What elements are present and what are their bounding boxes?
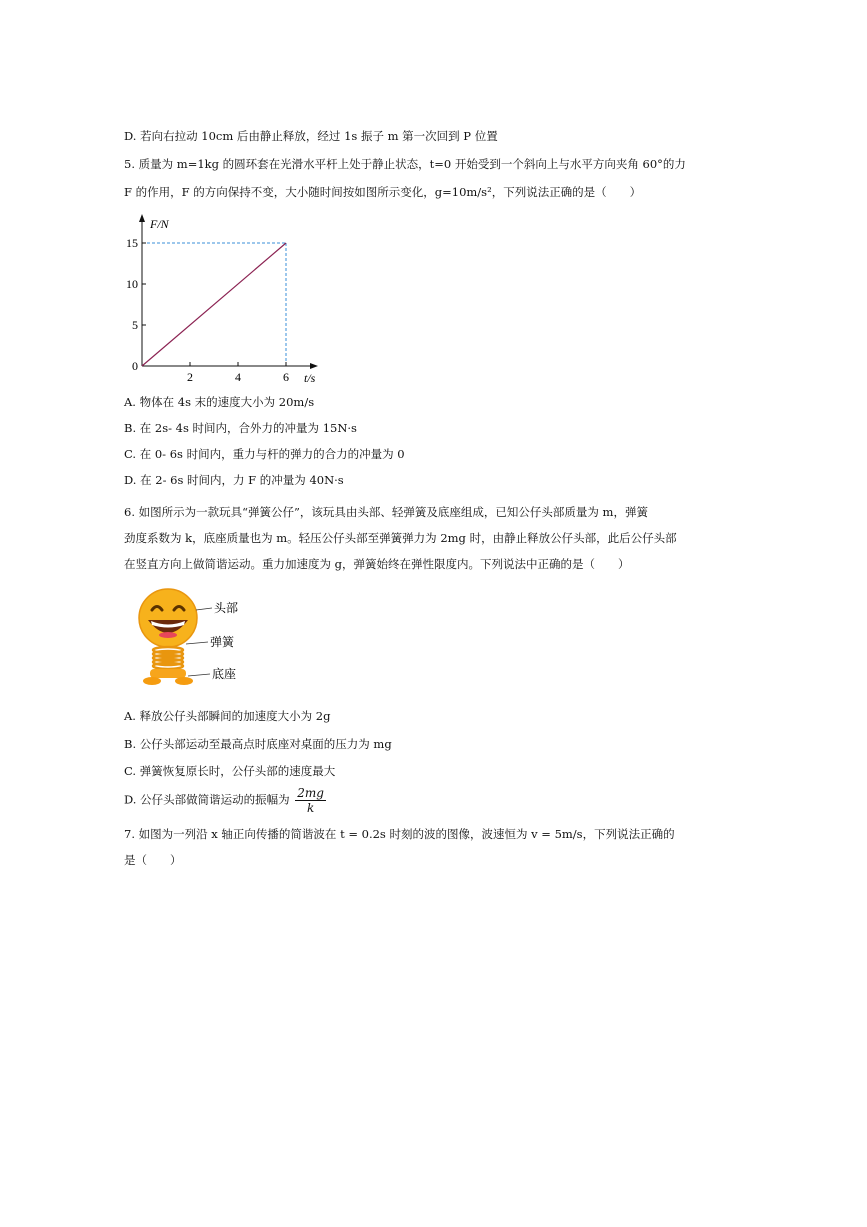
- q6-option-d-text: D. 公仔头部做简谐运动的振幅为: [124, 792, 290, 807]
- toy-spring: [153, 647, 183, 669]
- amplitude-fraction: [295, 786, 326, 815]
- y-tick-label: 5: [132, 318, 138, 332]
- y-tick-label: 10: [126, 277, 138, 291]
- q6-stem-line3: 在竖直方向上做简谐运动。重力加速度为 g，弹簧始终在弹性限度内。下列说法中正确的是（ ）: [124, 557, 630, 571]
- y-tick-label: 0: [132, 359, 138, 373]
- x-axis-label: t/s: [304, 371, 316, 385]
- q6-option-c: C. 弹簧恢复原长时，公仔头部的速度最大: [124, 764, 336, 778]
- q5-option-a: A. 物体在 4s 末的速度大小为 20m/s: [124, 395, 315, 409]
- q6-stem-line1: 6. 如图所示为一款玩具“弹簧公仔”，该玩具由头部、轻弹簧及底座组成，已知公仔头部质量为 m，弹簧: [124, 505, 648, 519]
- toy-label-head: 头部: [214, 601, 239, 615]
- toy-label-base: 底座: [212, 667, 237, 681]
- q4-option-d: D. 若向右拉动 10cm 后由静止释放，经过 1s 振子 m 第一次回到 P 位置: [124, 129, 498, 143]
- q5-option-c: C. 在 0- 6s 时间内，重力与杆的弹力的合力的冲量为 0: [124, 447, 405, 461]
- force-time-chart: [124, 212, 324, 388]
- q5-stem-line2: F 的作用，F 的方向保持不变，大小随时间按如图所示变化，g=10m/s²，下列说法正确的是（ ）: [124, 185, 642, 199]
- toy-label-spring: 弹簧: [210, 635, 235, 649]
- x-tick-label: 6: [283, 370, 289, 384]
- q6-option-d: [124, 786, 326, 815]
- x-tick-label: 2: [187, 370, 193, 384]
- q7-stem-line2: 是（ ）: [124, 853, 182, 867]
- toy-base: [150, 669, 186, 678]
- q6-stem-line2: 劲度系数为 k，底座质量也为 m。轻压公仔头部至弹簧弹力为 2mg 时，由静止释放公仔头部，此后公仔头部: [124, 531, 677, 545]
- fraction-numerator: 2mg: [297, 786, 324, 800]
- q5-option-b: B. 在 2s- 4s 时间内，合外力的冲量为 15N·s: [124, 421, 357, 435]
- q5-stem-line1: 5. 质量为 m=1kg 的圆环套在光滑水平杆上处于静止状态，t=0 开始受到一个斜向上与水平方向夹角 60°的力: [124, 157, 686, 171]
- y-tick-label: 15: [126, 236, 138, 250]
- x-axis-arrow: [310, 363, 318, 369]
- q7-stem-line1: 7. 如图为一列沿 x 轴正向传播的简谐波在 t = 0.2s 时刻的波的图像，波速恒为 v = 5m/s，下列说法正确的: [124, 827, 675, 841]
- q6-option-b: B. 公仔头部运动至最高点时底座对桌面的压力为 mg: [124, 737, 392, 751]
- y-axis-label: F/N: [150, 217, 169, 231]
- fraction-denominator: k: [306, 801, 315, 815]
- x-tick-label: 4: [235, 370, 241, 384]
- series-line: [142, 243, 286, 366]
- q6-option-a: A. 释放公仔头部瞬间的加速度大小为 2g: [124, 709, 331, 723]
- y-axis-arrow: [139, 214, 145, 222]
- spring-toy-illustration: [130, 588, 260, 690]
- q5-option-d: D. 在 2- 6s 时间内，力 F 的冲量为 40N·s: [124, 473, 344, 487]
